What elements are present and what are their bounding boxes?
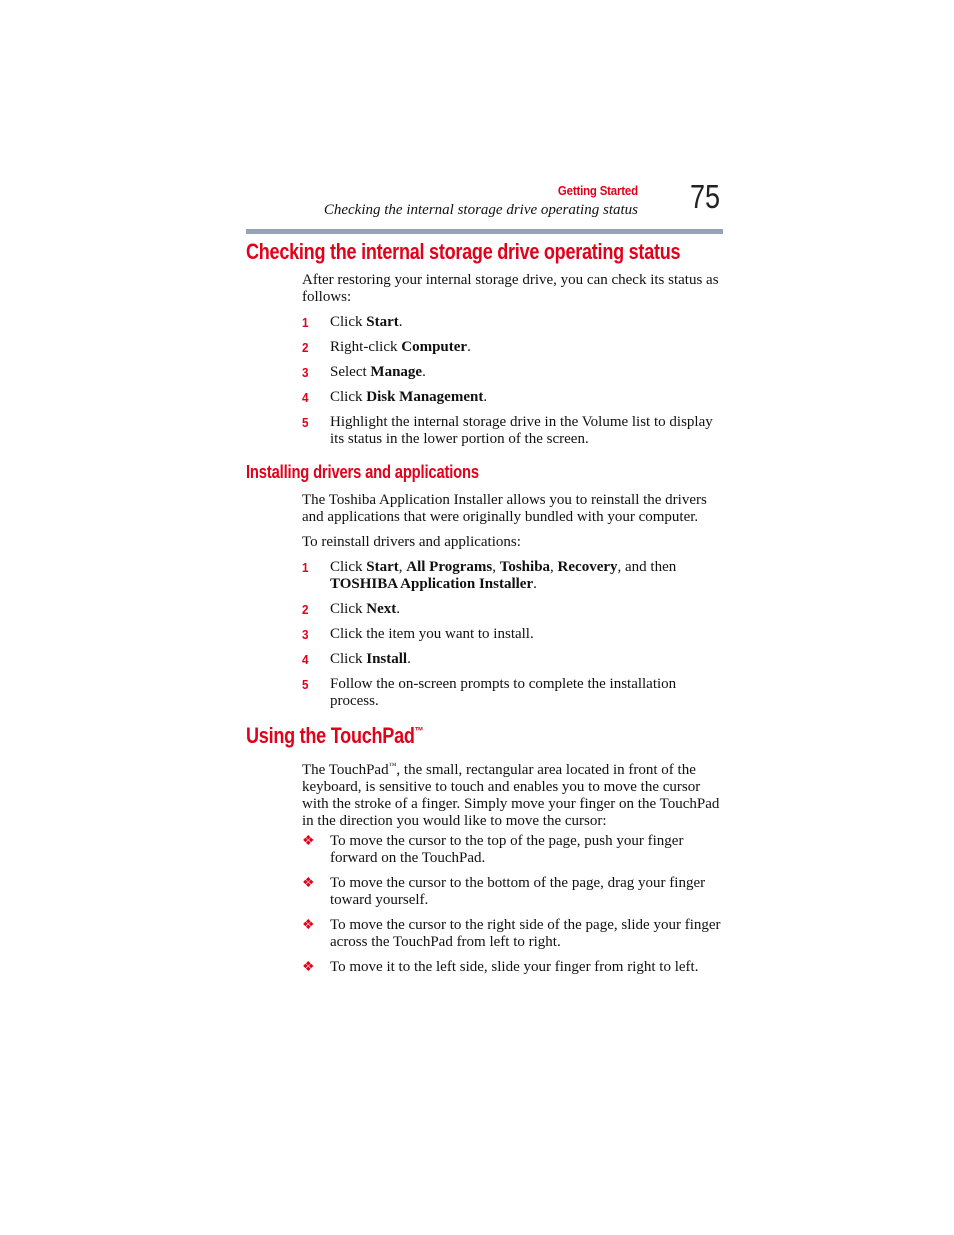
header-rule xyxy=(246,229,723,234)
section-title-touchpad: Using the TouchPad™ xyxy=(246,723,424,748)
section2-intro: The Toshiba Application Installer allows you to reinstall the drivers and applications that were originally bundled with your computer. xyxy=(302,492,707,525)
bullet-text: To move it to the left side, slide your finger from right to left. xyxy=(330,959,699,975)
step-number: 1 xyxy=(302,315,309,330)
step-number: 2 xyxy=(302,340,309,355)
step-text: Highlight the internal storage drive in the Volume list to display its status in the lower portion of the screen. xyxy=(330,414,713,447)
step-number: 5 xyxy=(302,415,309,430)
step-number: 2 xyxy=(302,602,309,617)
step-text: Click Next. xyxy=(330,601,400,617)
section-title-storage-status: Checking the internal storage drive operating status xyxy=(246,239,681,264)
step-text: Click Install. xyxy=(330,651,411,667)
step-text: Click Start. xyxy=(330,314,403,330)
trademark-symbol: ™ xyxy=(414,725,424,738)
diamond-bullet-icon: ❖ xyxy=(302,876,315,891)
section1-intro: After restoring your internal storage drive, you can check its status as follows: xyxy=(302,272,719,305)
step-text: Click Disk Management. xyxy=(330,389,488,405)
step-number: 4 xyxy=(302,652,309,667)
step-number: 3 xyxy=(302,365,309,380)
bullet-text: To move the cursor to the bottom of the page, drag your finger toward yourself. xyxy=(330,875,706,908)
diamond-bullet-icon: ❖ xyxy=(302,918,315,933)
step-number: 3 xyxy=(302,627,309,642)
step-text: Follow the on-screen prompts to complete the installation process. xyxy=(330,676,677,709)
page-number: 75 xyxy=(690,178,721,215)
step-number: 4 xyxy=(302,390,309,405)
bullet-text: To move the cursor to the top of the page, push your finger forward on the TouchPad. xyxy=(330,833,684,866)
step-number: 1 xyxy=(302,560,309,575)
running-header-subtitle: Checking the internal storage drive operating status xyxy=(323,202,638,218)
step-text: Right-click Computer. xyxy=(330,339,471,355)
section2-lead-in: To reinstall drivers and applications: xyxy=(302,534,521,550)
section-title-installing-drivers: Installing drivers and applications xyxy=(246,462,479,482)
section3-intro: The TouchPad™, the small, rectangular area located in front of the keyboard, is sensitive to touch and enables you to move the cursor with the stroke of a finger. Simply move your finger on the TouchPad in the direction you would like to move the cursor: xyxy=(302,761,720,829)
step-text: Click the item you want to install. xyxy=(330,626,534,642)
bullet-text: To move the cursor to the right side of the page, slide your finger across the TouchPad from left to right. xyxy=(330,917,721,950)
step-text: Click Start, All Programs, Toshiba, Recovery, and then TOSHIBA Application Installer. xyxy=(330,559,677,592)
diamond-bullet-icon: ❖ xyxy=(302,960,315,975)
step-number: 5 xyxy=(302,677,309,692)
diamond-bullet-icon: ❖ xyxy=(302,834,315,849)
running-header-section: Getting Started xyxy=(558,183,638,198)
step-text: Select Manage. xyxy=(330,364,426,380)
